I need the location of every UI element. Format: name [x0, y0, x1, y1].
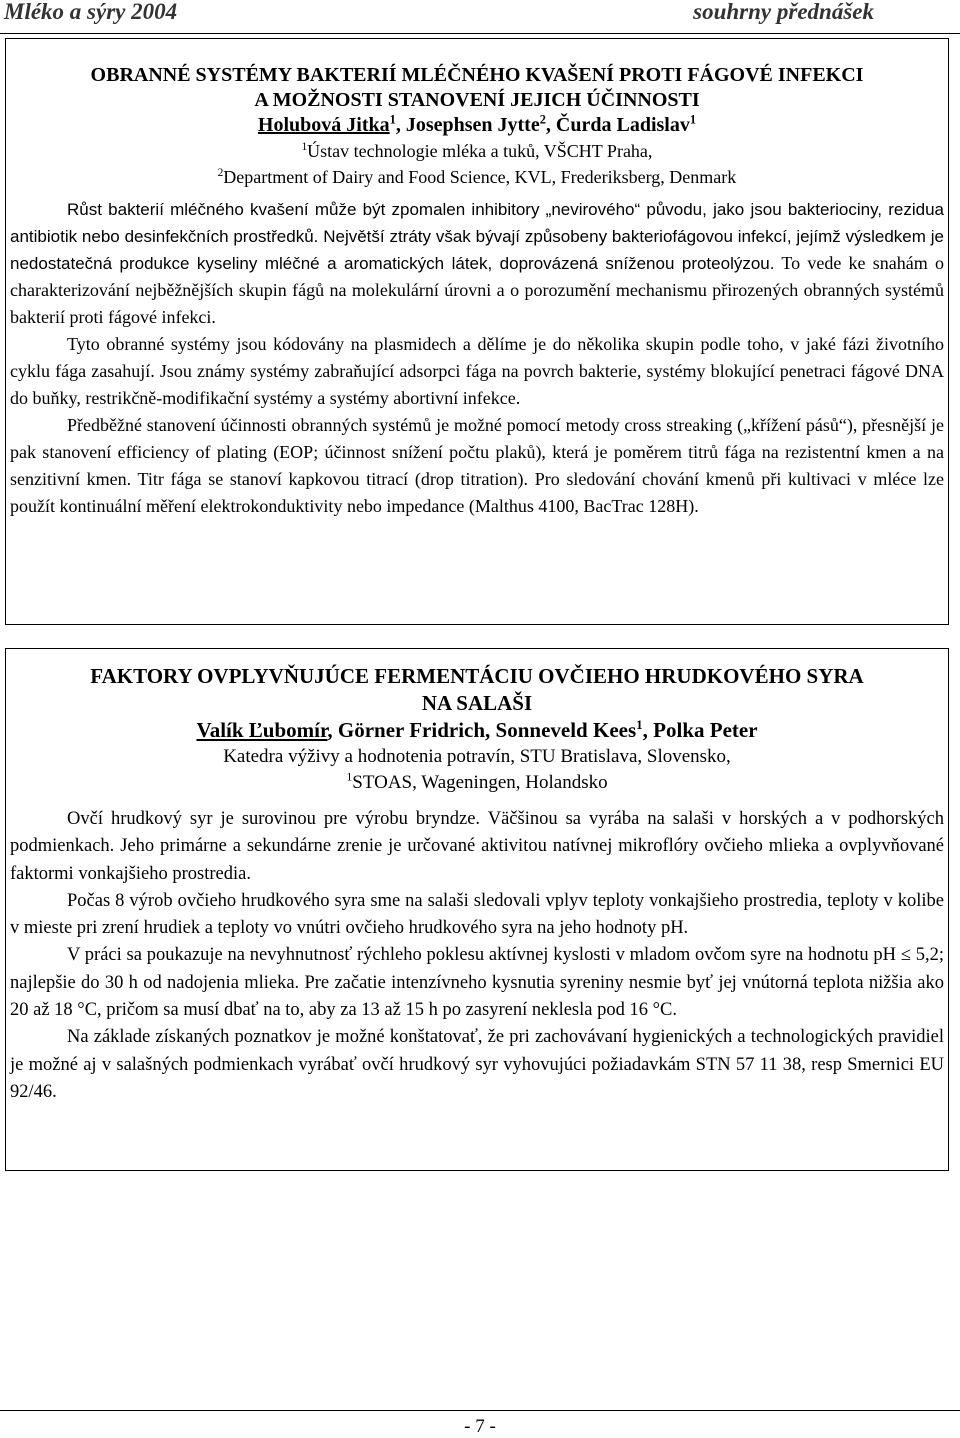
article2-paragraph-4: Na základe získaných poznatkov je možné konštatovať, že pri zachovávaní hygienických a technologických pravidiel je možné aj v salašných podmienkach vyrábať ovčí hrudkový syr vyhovujúci požiadavkám STN 57 11 38, resp Smernici EU 92/46.	[10, 1027, 944, 1102]
article2-affiliation-2: $^1$STOAS, Wageningen, Holandsko	[346, 770, 608, 793]
article1-paragraph-2: Tyto obranné systémy jsou kódovány na plasmidech a dělíme je do několika skupin podle toho, v jaké fázi životního cyklu fága zasahují. Jsou známy systémy zabraňující adsorpci fága na povrch bakterie, systémy blokující penetraci fágové DNA do buňky, restrikčně-modifikační systémy a systémy abortivní infekce.	[10, 334, 944, 408]
article1-body	[10, 196, 944, 520]
article2-paragraph-1: Ovčí hrudkový syr je surovinou pre výrobu bryndze. Väčšinou sa vyrába na salaši v horských a v podhorských podmienkach. Jeho primárne a sekundárne zrenie je určované aktivitou natívnej mikroflóry ovčieho mlieka a ovplyvňované faktormi vonkajšieho prostredia.	[10, 809, 944, 884]
footer-rule	[0, 1410, 960, 1411]
abstract-box-2	[5, 648, 949, 1171]
article2-title: FAKTORY OVPLYVŇUJÚCE FERMENTÁCIU OVČIEHO HRUDKOVÉHO SYRA NA SALAŠI	[90, 664, 864, 715]
header-right: souhrny přednášek	[693, 0, 874, 24]
article1-affiliation-1: $^1$Ústav technologie mléka a tuků, VŠCHT Praha,	[301, 141, 653, 161]
abstract-box-1	[5, 38, 949, 625]
header-left: Mléko a sýry 2004	[4, 0, 178, 24]
article2-paragraph-3: V práci sa poukazuje na nevyhnutnosť rýchleho poklesu aktívnej kyslosti v mladom ovčom syre na hodnotu pH ≤ 5,2; najlepšie do 30 h od nadojenia mlieka. Pre začatie intenzívneho kysnutia syreniny nesmie byť jej vnútorná teplota nižšia ako 20 až 18 °C, pričom sa musí dbať na to, aby za 13 až 15 h po zasyrení neklesla pod 16 °C.	[10, 945, 944, 1021]
article1-affiliation-2: $^2$Department of Dairy and Food Science, KVL, Frederiksberg, Denmark	[217, 167, 737, 187]
article1-authors: Holubová Jitka$^1$, Josephsen Jytte$^2$, Čurda Ladislav$^1$	[257, 112, 697, 136]
running-header	[0, 0, 960, 34]
article1-title: OBRANNÉ SYSTÉMY BAKTERIÍ MLÉČNÉHO KVAŠENÍ PROTI FÁGOVÉ INFEKCI A MOŽNOSTI STANOVENÍ JEJICH ÚČINNOSTI	[90, 64, 864, 111]
article1-paragraph-1: Růst bakterií mléčného kvašení může být zpomalen inhibitory „nevirového“ původu, jako jsou bakteriociny, rezidua antibiotik nebo desinfekčních prostředků. Největší ztráty však bývají způsobeny bakteriofágovou infekcí, jejímž výsledkem je nedostatečná produkce kyseliny mléčné a aromatických látek, doprovázená sníženou proteolýzou. To vede ke snahám o charakterizování nejběžnějších skupin fágů na molekulární úrovni a o porozumění mechanismu přirozených obranných systémů bakterií proti fágové infekci.	[10, 200, 944, 327]
article2-authors: Valík Ľubomír, Görner Fridrich, Sonneveld Kees$^1$, Polka Peter	[196, 717, 758, 742]
article1-paragraph-3: Předběžné stanovení účinnosti obranných systémů je možné pomocí metody cross streaking („křížení pásů“), přesnější je pak stanovení efficiency of plating (EOP; účinnost snížení počtu plaků), která je poměrem titrů fága na rezistentní kmen a na senzitivní kmen. Titr fága se stanoví kapkovou titrací (drop titration). Pro sledování chování kmenů při kultivaci v mléce lze použít kontinuální měření elektrokonduktivity nebo impedance (Malthus 4100, BacTrac 128H).	[10, 415, 944, 516]
article2-affiliation-1: Katedra výživy a hodnotenia potravín, STU Bratislava, Slovensko,	[223, 746, 731, 767]
article2-body	[10, 806, 944, 1106]
page-number: - 7 -	[464, 1416, 496, 1437]
presenting-author: Holubová Jitka	[257, 114, 390, 136]
presenting-author: Valík Ľubomír	[196, 718, 328, 742]
article2-paragraph-2: Počas 8 výrob ovčieho hrudkového syra sme na salaši sledovali vplyv teploty vonkajšieho prostredia, teploty v kolibe v mieste pri zrení hrudiek a teploty vo vnútri ovčieho hrudkového syra na jeho hodnoty pH.	[10, 890, 944, 939]
